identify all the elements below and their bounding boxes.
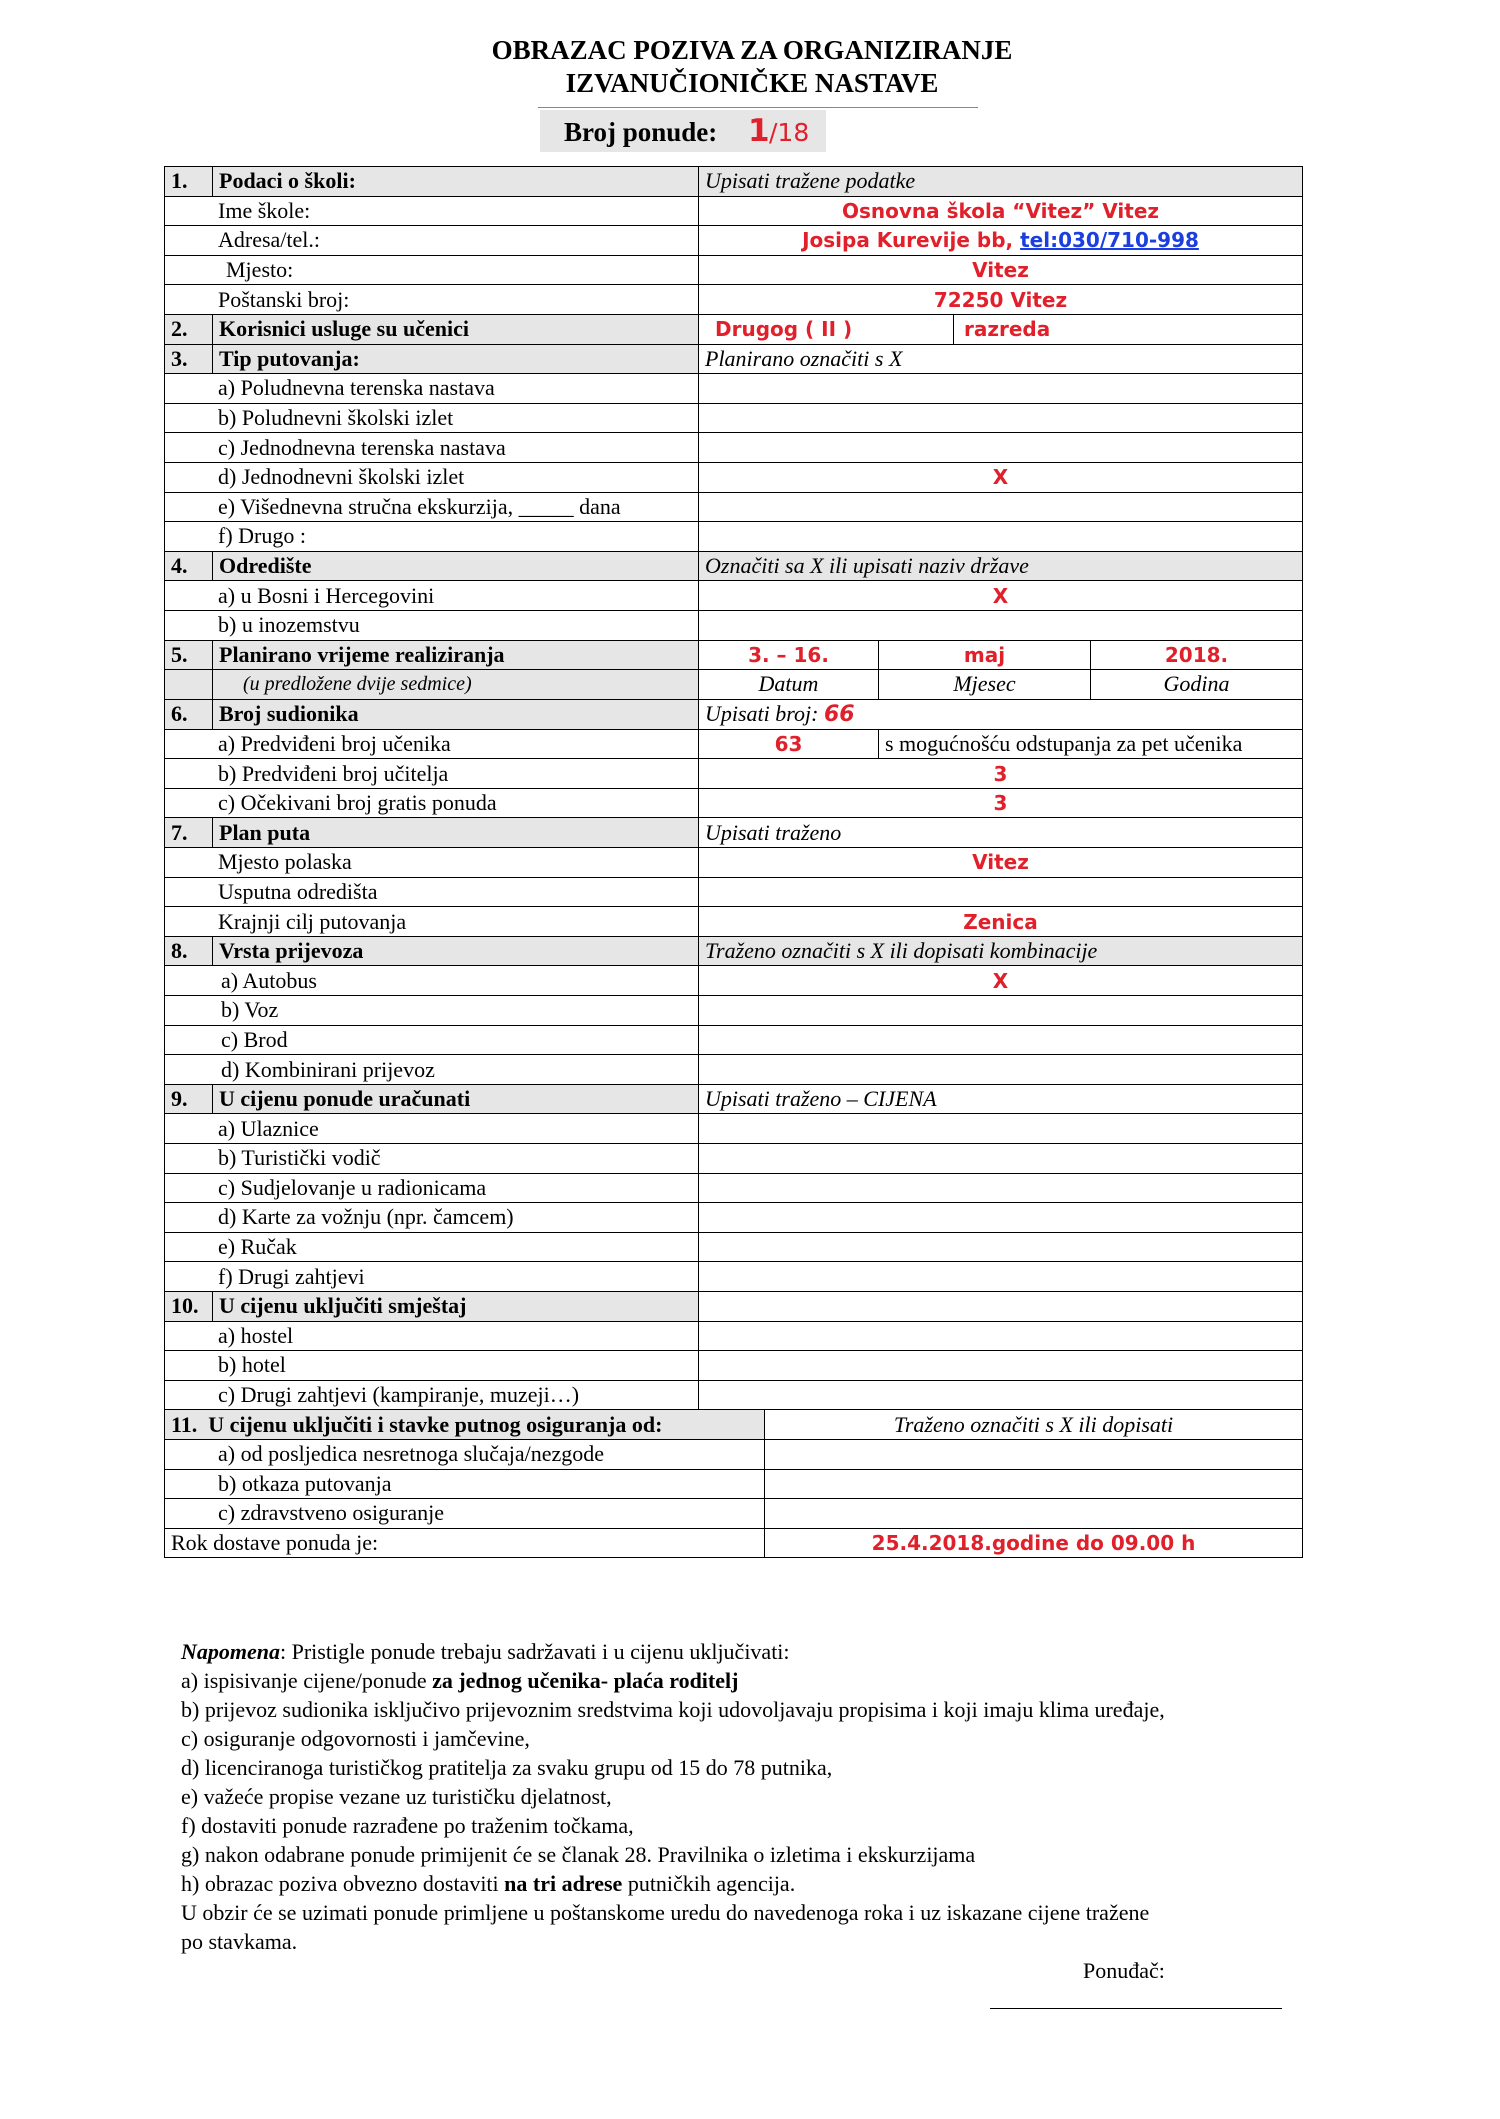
trip-type-a-value <box>699 374 1303 404</box>
request-form-table <box>164 166 1303 1558</box>
price-a: a) Ulaznice <box>165 1114 699 1144</box>
destination-a: a) u Bosni i Hercegovini <box>165 581 699 611</box>
destination-b: b) u inozemstvu <box>165 610 699 640</box>
school-postal-row <box>165 285 1303 315</box>
accommodation-b-row <box>165 1351 1303 1381</box>
section-9-title: U cijenu ponude uračunati <box>213 1084 699 1114</box>
section-5-number: 5. <box>165 640 213 670</box>
school-address-label: Adresa/tel.: <box>165 226 699 256</box>
section-3-hint: Planirano označiti s X <box>699 344 1303 374</box>
note-h-text: h) obrazac poziva obvezno dostaviti <box>181 1871 505 1896</box>
notes-intro <box>181 1637 1381 1666</box>
section-1-header <box>165 167 1303 197</box>
school-name-value: Osnovna škola “Vitez” Vitez <box>699 196 1303 226</box>
section-5-title: Planirano vrijeme realiziranja <box>213 640 699 670</box>
month-value: maj <box>879 640 1091 670</box>
section-7-title: Plan puta <box>213 818 699 848</box>
section-9-hint: Upisati traženo – CIJENA <box>699 1084 1303 1114</box>
section-2-header <box>165 314 1303 344</box>
deadline-row <box>165 1528 1303 1558</box>
price-c: c) Sudjelovanje u radionicama <box>165 1173 699 1203</box>
grade-value: Drugog ( II ) <box>699 314 954 344</box>
price-e: e) Ručak <box>165 1232 699 1262</box>
stops-label: Usputna odredišta <box>165 877 699 907</box>
note-h-bold: na tri adrese <box>504 1871 623 1896</box>
school-city-label: Mjesto: <box>165 255 699 285</box>
closing-line-2: po stavkama. <box>181 1929 298 1954</box>
trip-type-e-row <box>165 492 1303 522</box>
price-c-row <box>165 1173 1303 1203</box>
students-value: 63 <box>699 729 879 759</box>
school-city-row <box>165 255 1303 285</box>
free-offers-value: 3 <box>699 788 1303 818</box>
trip-type-b-value <box>699 403 1303 433</box>
notes-block <box>181 1637 1381 1956</box>
transport-d-value <box>699 1055 1303 1085</box>
grade-suffix: razreda <box>954 314 1303 344</box>
students-note: s mogućnošću odstupanja za pet učenika <box>879 729 1303 759</box>
trip-type-b: b) Poludnevni školski izlet <box>165 403 699 433</box>
section-3-title: Tip putovanja: <box>213 344 699 374</box>
trip-type-d-row <box>165 462 1303 492</box>
section-8-hint: Traženo označiti s X ili dopisati kombinacije <box>699 936 1303 966</box>
closing-line-1: U obzir će se uzimati ponude primljene u poštanskome uredu do navedenoga roka i uz iskazane cijene tražene <box>181 1900 1150 1925</box>
document-title-line1: OBRAZAC POZIVA ZA ORGANIZIRANJE <box>491 35 1013 65</box>
section-11-title-text: U cijenu uključiti i stavke putnog osiguranja od: <box>208 1411 663 1437</box>
accommodation-a-row <box>165 1321 1303 1351</box>
school-city-value: Vitez <box>699 255 1303 285</box>
section-5-header <box>165 640 1303 670</box>
section-8-title: Vrsta prijevoza <box>213 936 699 966</box>
trip-type-f-row <box>165 522 1303 552</box>
price-d-row <box>165 1203 1303 1233</box>
insurance-a: a) od posljedica nesretnoga slučaja/nezgode <box>165 1439 765 1469</box>
section-11-header <box>165 1410 1303 1440</box>
price-a-row <box>165 1114 1303 1144</box>
section-8-header <box>165 936 1303 966</box>
trip-type-a: a) Poludnevna terenska nastava <box>165 374 699 404</box>
transport-b-row <box>165 996 1303 1026</box>
offer-number-box <box>540 110 826 152</box>
school-address-value <box>699 226 1303 256</box>
stops-row <box>165 877 1303 907</box>
school-phone-link[interactable]: tel:030/710-998 <box>1020 228 1199 253</box>
section-6-hint <box>699 699 1303 729</box>
price-f: f) Drugi zahtjevi <box>165 1262 699 1292</box>
students-row <box>165 729 1303 759</box>
section-3-number: 3. <box>165 344 213 374</box>
price-f-row <box>165 1262 1303 1292</box>
teachers-label: b) Predviđeni broj učitelja <box>165 759 699 789</box>
transport-b: b) Voz <box>165 996 699 1026</box>
offer-number: 1 <box>748 113 770 149</box>
school-address-row <box>165 226 1303 256</box>
section-6-number: 6. <box>165 699 213 729</box>
section-10-title: U cijenu uključiti smještaj <box>213 1291 699 1321</box>
section-11-title <box>165 1410 765 1440</box>
insurance-c: c) zdravstveno osiguranje <box>165 1499 765 1529</box>
insurance-a-row <box>165 1439 1303 1469</box>
section-10-header <box>165 1291 1303 1321</box>
section-1-number: 1. <box>165 167 213 197</box>
price-d: d) Karte za vožnju (npr. čamcem) <box>165 1203 699 1233</box>
section-8-number: 8. <box>165 936 213 966</box>
departure-row <box>165 848 1303 878</box>
section-7-header <box>165 818 1303 848</box>
departure-label: Mjesto polaska <box>165 848 699 878</box>
participants-hint: Upisati broj: <box>705 700 819 726</box>
section-7-hint: Upisati traženo <box>699 818 1303 848</box>
transport-a: a) Autobus <box>165 966 699 996</box>
transport-c: c) Brod <box>165 1025 699 1055</box>
section-9-header <box>165 1084 1303 1114</box>
free-offers-row <box>165 788 1303 818</box>
price-e-row <box>165 1232 1303 1262</box>
price-b: b) Turistički vodič <box>165 1144 699 1174</box>
trip-type-d: d) Jednodnevni školski izlet <box>165 462 699 492</box>
section-7-number: 7. <box>165 818 213 848</box>
trip-type-e: e) Višednevna stručna ekskurzija, _____ dana <box>165 492 699 522</box>
section-1-title: Podaci o školi: <box>213 167 699 197</box>
month-label: Mjesec <box>879 670 1091 700</box>
departure-value: Vitez <box>699 848 1303 878</box>
offer-number-label: Broj ponude: <box>564 117 718 147</box>
school-postal-value: 72250 Vitez <box>699 285 1303 315</box>
stops-value <box>699 877 1303 907</box>
free-offers-label: c) Očekivani broj gratis ponuda <box>165 788 699 818</box>
students-label: a) Predviđeni broj učenika <box>165 729 699 759</box>
section-4-number: 4. <box>165 551 213 581</box>
trip-type-c-row <box>165 433 1303 463</box>
signature-line <box>990 2008 1282 2009</box>
trip-type-f-value <box>699 522 1303 552</box>
transport-a-row <box>165 966 1303 996</box>
note-h <box>181 1869 1381 1898</box>
notes-intro-text: : Pristigle ponude trebaju sadržavati i u cijenu uključivati: <box>280 1639 790 1664</box>
destination-b-row <box>165 610 1303 640</box>
insurance-b: b) otkaza putovanja <box>165 1469 765 1499</box>
trip-type-d-mark: X <box>699 462 1303 492</box>
transport-b-value <box>699 996 1303 1026</box>
notes-napomena: Napomena <box>181 1639 280 1664</box>
price-b-row <box>165 1144 1303 1174</box>
transport-c-row <box>165 1025 1303 1055</box>
destination-a-mark: X <box>699 581 1303 611</box>
note-g: g) nakon odabrane ponude primijenit će se članak 28. Pravilnika o izletima i ekskurzijama <box>181 1842 976 1867</box>
section-3-header <box>165 344 1303 374</box>
section-6-header <box>165 699 1303 729</box>
transport-a-mark: X <box>699 966 1303 996</box>
year-label: Godina <box>1091 670 1303 700</box>
note-e: e) važeće propise vezane uz turističku djelatnost, <box>181 1784 612 1809</box>
trip-type-f: f) Drugo : <box>165 522 699 552</box>
school-postal-label: Poštanski broj: <box>165 285 699 315</box>
trip-type-e-value <box>699 492 1303 522</box>
final-destination-label: Krajnji cilj putovanja <box>165 907 699 937</box>
school-name-row <box>165 196 1303 226</box>
trip-type-c-value <box>699 433 1303 463</box>
year-value: 2018. <box>1091 640 1303 670</box>
section-4-header <box>165 551 1303 581</box>
deadline-label: Rok dostave ponuda je: <box>165 1528 765 1558</box>
date-label: Datum <box>699 670 879 700</box>
section-11-number: 11. <box>171 1411 198 1437</box>
date-value: 3. – 16. <box>699 640 879 670</box>
teachers-row <box>165 759 1303 789</box>
section-4-hint: Označiti sa X ili upisati naziv države <box>699 551 1303 581</box>
transport-d-row <box>165 1055 1303 1085</box>
participants-total: 66 <box>823 701 855 727</box>
school-name-label: Ime škole: <box>165 196 699 226</box>
note-a-text: a) ispisivanje cijene/ponude <box>181 1668 433 1693</box>
final-destination-value: Zenica <box>699 907 1303 937</box>
section-2-title: Korisnici usluge su učenici <box>213 314 699 344</box>
section-10-number: 10. <box>165 1291 213 1321</box>
note-d: d) licenciranoga turističkog pratitelja za svaku grupu od 15 do 78 putnika, <box>181 1755 833 1780</box>
accommodation-b: b) hotel <box>165 1351 699 1381</box>
bidder-label: Ponuđač: <box>1083 1958 1165 1983</box>
note-f: f) dostaviti ponude razrađene po traženim točkama, <box>181 1813 634 1838</box>
section-11-hint: Traženo označiti s X ili dopisati <box>765 1410 1303 1440</box>
title-divider <box>538 107 978 108</box>
trip-type-a-row <box>165 374 1303 404</box>
transport-c-value <box>699 1025 1303 1055</box>
insurance-c-row <box>165 1499 1303 1529</box>
section-9-number: 9. <box>165 1084 213 1114</box>
transport-d: d) Kombinirani prijevoz <box>165 1055 699 1085</box>
section-5-subheader <box>165 670 1303 700</box>
note-b: b) prijevoz sudionika isključivo prijevoznim sredstvima koji udovoljavaju propisima i koji imaju klima uređaje, <box>181 1697 1165 1722</box>
accommodation-c-row <box>165 1380 1303 1410</box>
section-1-hint: Upisati tražene podatke <box>699 167 1303 197</box>
school-street: Josipa Kurevije bb, <box>802 228 1014 253</box>
document-title-line2: IZVANUČIONIČKE NASTAVE <box>565 68 939 98</box>
trip-type-c: c) Jednodnevna terenska nastava <box>165 433 699 463</box>
section-6-title: Broj sudionika <box>213 699 699 729</box>
note-h-post: putničkih agencija. <box>622 1871 796 1896</box>
note-a <box>181 1666 1381 1695</box>
note-a-bold: za jednog učenika- plaća roditelj <box>432 1668 739 1693</box>
section-4-title: Odredište <box>213 551 699 581</box>
accommodation-a: a) hostel <box>165 1321 699 1351</box>
final-destination-row <box>165 907 1303 937</box>
offer-year: /18 <box>769 118 810 147</box>
deadline-value: 25.4.2018.godine do 09.00 h <box>765 1528 1303 1558</box>
teachers-value: 3 <box>699 759 1303 789</box>
insurance-b-row <box>165 1469 1303 1499</box>
trip-type-b-row <box>165 403 1303 433</box>
section-2-number: 2. <box>165 314 213 344</box>
note-c: c) osiguranje odgovornosti i jamčevine, <box>181 1726 530 1751</box>
accommodation-c: c) Drugi zahtjevi (kampiranje, muzeji…) <box>165 1380 699 1410</box>
destination-a-row <box>165 581 1303 611</box>
section-5-subtitle: (u predložene dvije sedmice) <box>213 670 699 700</box>
destination-b-value <box>699 610 1303 640</box>
